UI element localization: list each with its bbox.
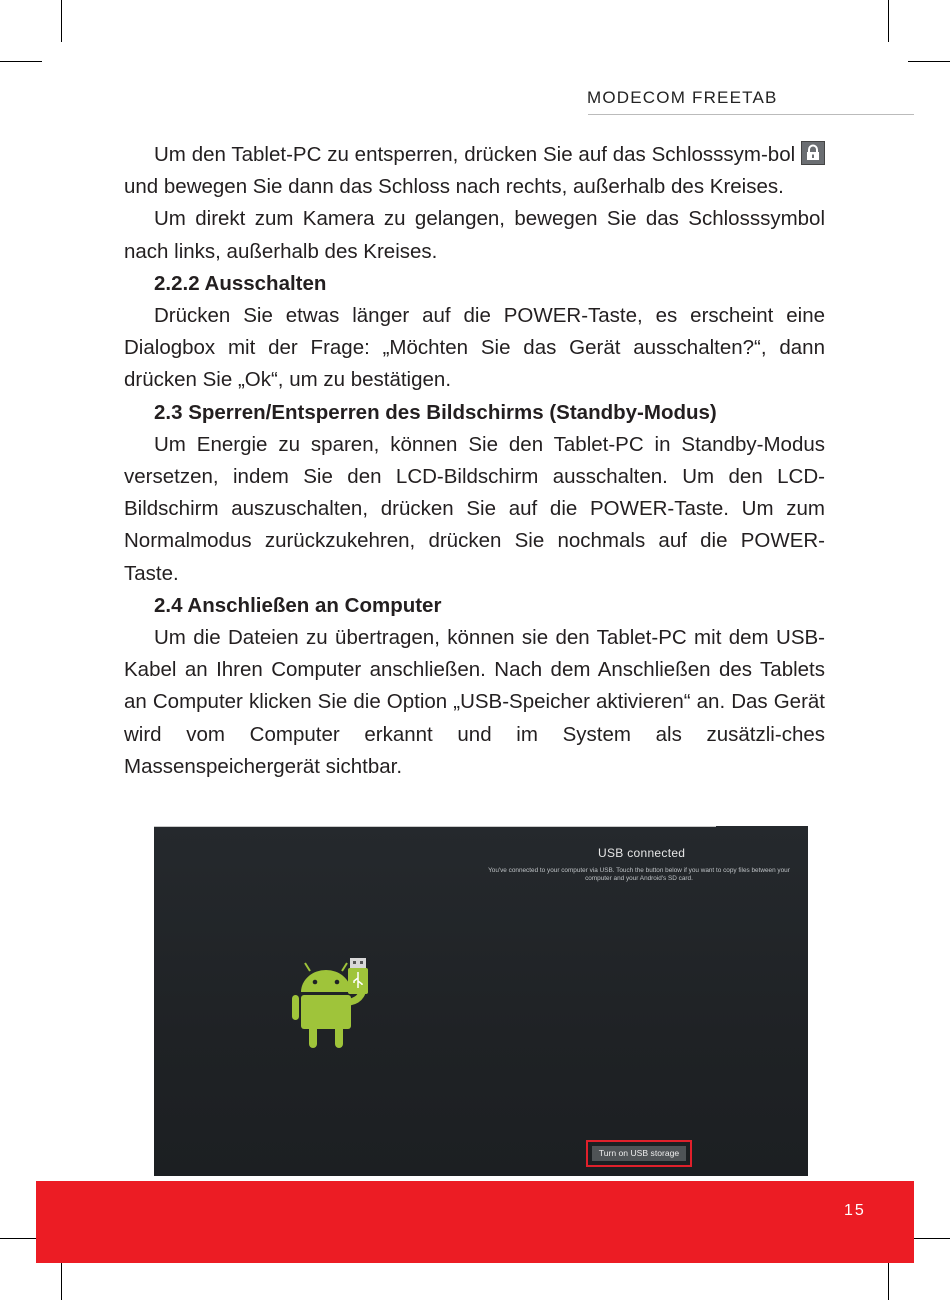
crop-mark	[61, 0, 62, 42]
paragraph-shutdown: Drücken Sie etwas länger auf die POWER-Taste, es erscheint eine Dialogbox mit der Frage: „Möchten Sie das Gerät ausschalten?“, dann drücken Sie „Ok“, um zu bestätigen.	[124, 304, 825, 392]
lock-icon	[801, 141, 825, 165]
page-number: 15	[844, 1202, 866, 1219]
usb-connected-title: USB connected	[598, 846, 686, 860]
paragraph-standby: Um Energie zu sparen, können Sie den Tablet-PC in Standby-Modus versetzen, indem Sie den LCD-Bildschirm ausschalten. Um den LCD-Bildschirm auszuschalten, drücken Sie auf die POWER-Taste. Um zum Normalmodus zurückzukehren, drücken Sie nochmals auf die POWER-Taste.	[124, 432, 825, 585]
paragraph-unlock-part2: und bewegen Sie dann das Schloss nach rechts, außerhalb des Kreises.	[124, 175, 784, 199]
crop-mark	[908, 61, 950, 62]
header-title: MODECOM FREETAB	[587, 88, 778, 107]
usb-plug-icon	[348, 958, 368, 994]
android-robot-icon	[284, 954, 374, 1050]
heading-2-4: 2.4 Anschließen an Computer	[154, 593, 442, 617]
crop-mark	[908, 1238, 950, 1239]
crop-mark	[888, 1258, 889, 1300]
body-text	[124, 139, 825, 783]
paragraph-connect: Um die Dateien zu übertragen, können sie den Tablet-PC mit dem USB-Kabel an Ihren Computer anschließen. Nach dem Anschließen des Tablets an Computer klicken Sie die Option „USB-Speicher aktivieren“ an. Das Gerät wird vom Computer erkannt und im System als zusätzli-ches Massenspeichergerät sichtbar.	[124, 626, 825, 778]
screenshot-top-line	[154, 826, 716, 827]
header-rule	[588, 114, 914, 115]
footer-bar	[36, 1181, 914, 1263]
paragraph-camera: Um direkt zum Kamera zu gelangen, bewegen Sie das Schlosssymbol nach links, außerhalb des Kreises.	[124, 207, 825, 263]
usb-connected-description: You've connected to your computer via USB. Touch the button below if you want to copy files between your computer and your Android's SD card.	[488, 867, 790, 882]
paragraph-unlock-part1: Um den Tablet-PC zu entsperren, drücken Sie auf das Schlosssym-bol	[154, 143, 801, 166]
turn-on-usb-storage-button[interactable]: Turn on USB storage	[592, 1146, 686, 1161]
heading-2-3: 2.3 Sperren/Entsperren des Bildschirms (Standby-Modus)	[154, 400, 717, 424]
crop-mark	[0, 61, 42, 62]
usb-screenshot	[154, 826, 808, 1176]
usb-button-highlight	[586, 1140, 692, 1167]
heading-2-2-2: 2.2.2 Ausschalten	[154, 271, 327, 295]
crop-mark	[888, 0, 889, 42]
crop-mark	[61, 1258, 62, 1300]
paragraph-unlock	[124, 139, 825, 203]
